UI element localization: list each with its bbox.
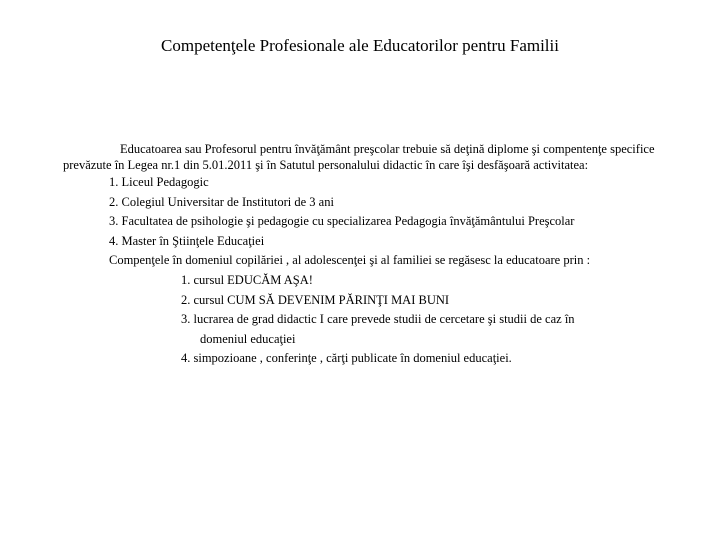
list-item-course-3: 3. lucrarea de grad didactic I care prevede studii de cercetare şi studii de caz în [181,312,575,327]
list-item-course-3-continuation: domeniul educaţiei [200,331,296,346]
list-item-course-4: 4. simpozioane , conferinţe , cărţi publicate în domeniul educaţiei. [181,351,512,366]
list-item-study-1: 1. Liceul Pedagogic [109,175,209,189]
intro-paragraph: Educatoarea sau Profesorul pentru învăţământ preşcolar trebuie să deţină diplome şi compentenţe specifice prevăzute în Legea nr.1 din 5.01.2011 şi în Satutul personalului didactic în care îşi desfăşoară activitatea: [63,142,655,172]
list-item-course-2: 2. cursul CUM SĂ DEVENIM PĂRINŢI MAI BUNI [181,292,450,307]
competence-heading: Compenţele în domeniul copilăriei , al adolescenţei şi al familiei se regăsesc la educatoare prin : [109,253,591,268]
slide-body [63,141,663,369]
list-item-study-4: 4. Master în Ştiinţele Educaţiei [109,233,265,248]
page-title: Competenţele Profesionale ale Educatorilor pentru Familii [161,36,559,55]
list-item-course-1: 1. cursul EDUCĂM AŞA! [181,272,313,287]
list-item-study-2: 2. Colegiul Universitar de Institutori de 3 ani [109,194,334,209]
list-item-study-3: 3. Facultatea de psihologie şi pedagogie cu specializarea Pedagogia învăţământului Preşcolar [109,214,575,229]
